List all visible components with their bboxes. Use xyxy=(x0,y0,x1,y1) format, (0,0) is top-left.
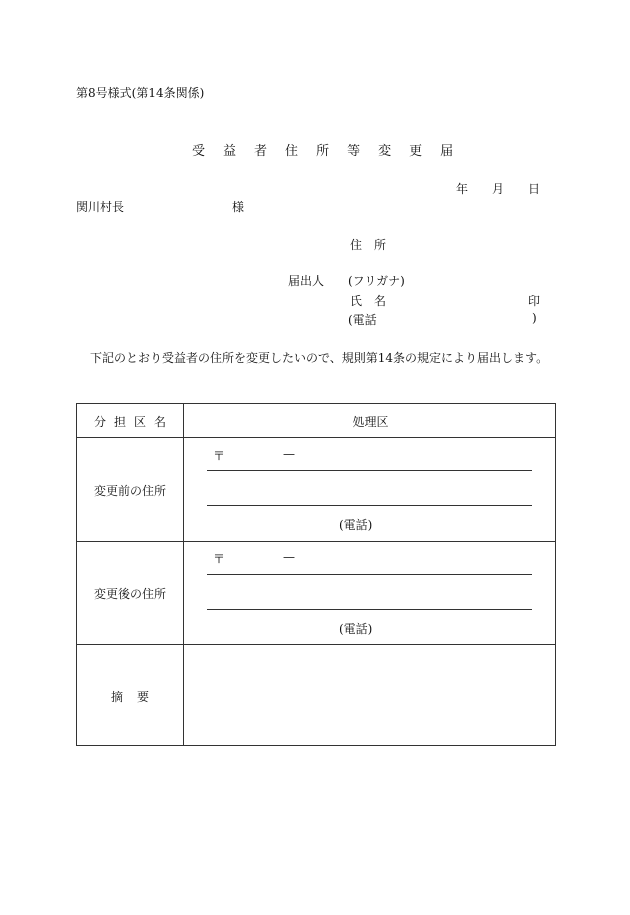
title-char: 変 xyxy=(378,144,392,159)
header-char: 名 xyxy=(154,415,167,429)
form-title xyxy=(192,140,471,159)
addressee-honorific: 様 xyxy=(232,200,245,214)
form-number: 第8号様式(第14条関係) xyxy=(76,86,205,100)
phone-label: (電話 xyxy=(348,313,377,327)
furigana-label: (フリガナ) xyxy=(348,274,405,288)
address-after-line-1[interactable] xyxy=(207,574,532,575)
address-before-phone: (電話) xyxy=(339,518,373,532)
address-before-line-1[interactable] xyxy=(207,470,532,471)
address-change-table xyxy=(76,403,556,746)
title-char: 届 xyxy=(440,144,454,159)
date-day-label: 日 xyxy=(528,182,541,196)
title-char: 更 xyxy=(409,144,423,159)
address-after-phone: (電話) xyxy=(339,622,373,636)
remarks-char: 摘 xyxy=(110,690,123,704)
postal-mark: 〒 xyxy=(213,449,226,463)
title-char: 等 xyxy=(347,144,361,159)
address-label: 住 所 xyxy=(350,238,387,252)
district-name-header xyxy=(77,413,183,430)
title-char: 住 xyxy=(285,144,299,159)
title-char: 所 xyxy=(316,144,330,159)
statement-text: 下記のとおり受益者の住所を変更したいので、規則第14条の規定により届出します。 xyxy=(90,351,549,365)
title-char: 受 xyxy=(192,144,206,159)
header-char: 担 xyxy=(113,415,126,429)
phone-close-paren: ) xyxy=(532,311,537,325)
notifier-label: 届出人 xyxy=(288,274,325,288)
treatment-district-header: 処理区 xyxy=(352,415,389,429)
date-year-label: 年 xyxy=(456,182,469,196)
postal-mark: 〒 xyxy=(213,552,226,566)
row-divider xyxy=(77,541,555,542)
title-char: 益 xyxy=(223,144,237,159)
seal-mark: 印 xyxy=(528,294,541,308)
postal-dash: — xyxy=(283,550,295,564)
address-before-label: 変更前の住所 xyxy=(93,484,166,498)
postal-dash: — xyxy=(283,447,295,461)
remarks-char: 要 xyxy=(137,690,150,704)
remarks-label xyxy=(77,688,183,705)
address-after-label: 変更後の住所 xyxy=(93,587,166,601)
address-before-line-2[interactable] xyxy=(207,505,532,506)
address-after-line-2[interactable] xyxy=(207,609,532,610)
date-month-label: 月 xyxy=(492,182,505,196)
header-char: 区 xyxy=(134,415,147,429)
title-char: 者 xyxy=(254,144,268,159)
header-char: 分 xyxy=(93,415,106,429)
name-label: 氏 名 xyxy=(350,294,387,308)
row-divider xyxy=(77,437,555,438)
addressee-name: 関川村長 xyxy=(76,200,125,214)
remarks-field[interactable] xyxy=(184,645,556,745)
